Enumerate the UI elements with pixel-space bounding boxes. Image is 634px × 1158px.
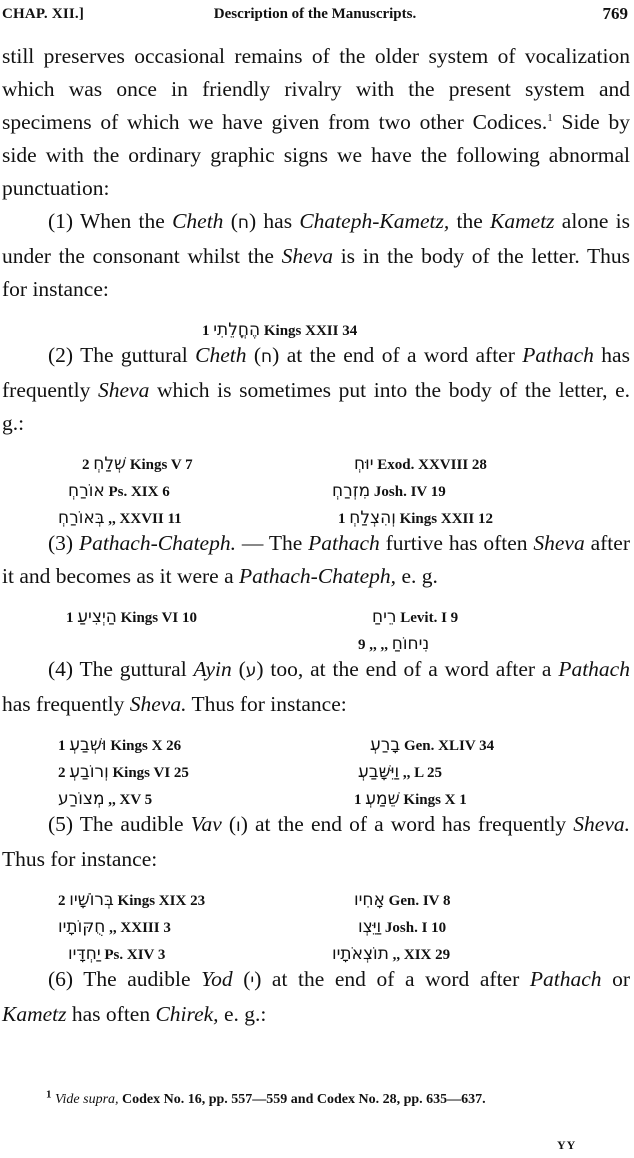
footnote-ref: 1	[547, 111, 553, 124]
example-entry: שְׁלַחְ 2 Kings V 7	[82, 454, 193, 474]
example-entry: חֻקּוֹתָיו ,, XXIII 3	[58, 917, 171, 937]
example-entry: תוֹצְאֹתָיו ,, XIX 29	[332, 944, 451, 964]
example-entry: נִיחוֹחַ ,, ,, 9	[358, 634, 430, 654]
example-entry: מִזְרַחְ Josh. IV 19	[332, 481, 446, 501]
rule-6-paragraph: (6) The audible Yod (י) at the end of a word after Pathach or Kametz has often Chirek, e. g.:	[2, 967, 630, 1026]
example-entry: אָחִיו Gen. IV 8	[354, 890, 451, 910]
example-entry: רֵיחַ Levit. I 9	[372, 607, 459, 627]
example-entry: וְהִצְלַחְ 1 Kings XXII 12	[338, 508, 493, 528]
footnote-mark: 1	[46, 1088, 52, 1101]
rule-1-example	[2, 306, 630, 339]
example-row	[2, 930, 630, 963]
example-entry: שֵׁמַעְ 1 Kings X 1	[354, 789, 467, 809]
example-entry: וְרוֹבַעְ 2 Kings VI 25	[58, 762, 189, 782]
example-row	[2, 775, 630, 808]
running-title: Description of the Manuscripts.	[213, 6, 417, 22]
example-entry: יַחְדָּיו Ps. XIV 3	[68, 944, 166, 964]
intro-paragraph: still preserves occasional remains of the older system of vocalization which was once in friendly rivalry with the present system and specimens of which we have given from two other Codices.$^1$ Side by side with the ordinary graphic signs we have the following abnormal punctuation:	[2, 44, 630, 200]
example-entry: בְּרוֹשָׁיו 2 Kings XIX 23	[58, 890, 206, 910]
example-entry: וַיִּשָּׁבַעְ ,, L 25	[358, 762, 443, 782]
example-entry: אוֹרַחְ Ps. XIX 6	[68, 481, 170, 501]
rule-1-paragraph: (1) When the Cheth (ח) has Chateph-Kametz, the Kametz alone is under the consonant whilst the Sheva is in the body of the letter. Thus for instance:	[2, 209, 630, 301]
footnote: $^1$ Vide supra, Codex No. 16, pp. 557—559 and Codex No. 28, pp. 635—637.	[46, 1088, 486, 1107]
example-row	[2, 620, 630, 653]
rule-4-paragraph: (4) The guttural Ayin (ע) too, at the end of a word after a Pathach has frequently Sheva. Thus for instance:	[2, 657, 630, 716]
example-entry: הַיְצִיעַ 1 Kings VI 10	[66, 607, 198, 627]
example-entry: הֶחֳלֵתִי 1 Kings XXII 34	[202, 320, 358, 340]
page-number: 769	[602, 4, 628, 23]
example-entry: בְּאוֹרַחְ ,, XXVII 11	[58, 508, 182, 528]
chapter-label: CHAP. XII.]	[2, 6, 85, 22]
main-text	[2, 40, 630, 1031]
example-entry: בָרַעְ Gen. XLIV 34	[370, 735, 495, 755]
example-entry: מְצוֹרַע ,, XV 5	[58, 789, 153, 809]
running-header	[2, 4, 628, 28]
example-entry: וַיֵּצְו Josh. I 10	[358, 917, 447, 937]
example-entry: וּשְׁבַעְ 1 Kings X 26	[58, 735, 182, 755]
signature-mark: YY	[557, 1138, 577, 1152]
example-entry: יוּחְ Exod. XXVIII 28	[354, 454, 487, 474]
rule-2-paragraph: (2) The guttural Cheth (ח) at the end of a word after Pathach has frequently Sheva which is sometimes put into the body of the letter, e. g.:	[2, 343, 630, 435]
rule-3-paragraph: (3) Pathach-Chateph. — The Pathach furtive has often Sheva after it and becomes as it were a Pathach-Chateph, e. g.	[2, 531, 630, 588]
rule-5-paragraph: (5) The audible Vav (ו) at the end of a word has frequently Sheva. Thus for instance:	[2, 812, 631, 871]
example-row	[2, 494, 630, 527]
